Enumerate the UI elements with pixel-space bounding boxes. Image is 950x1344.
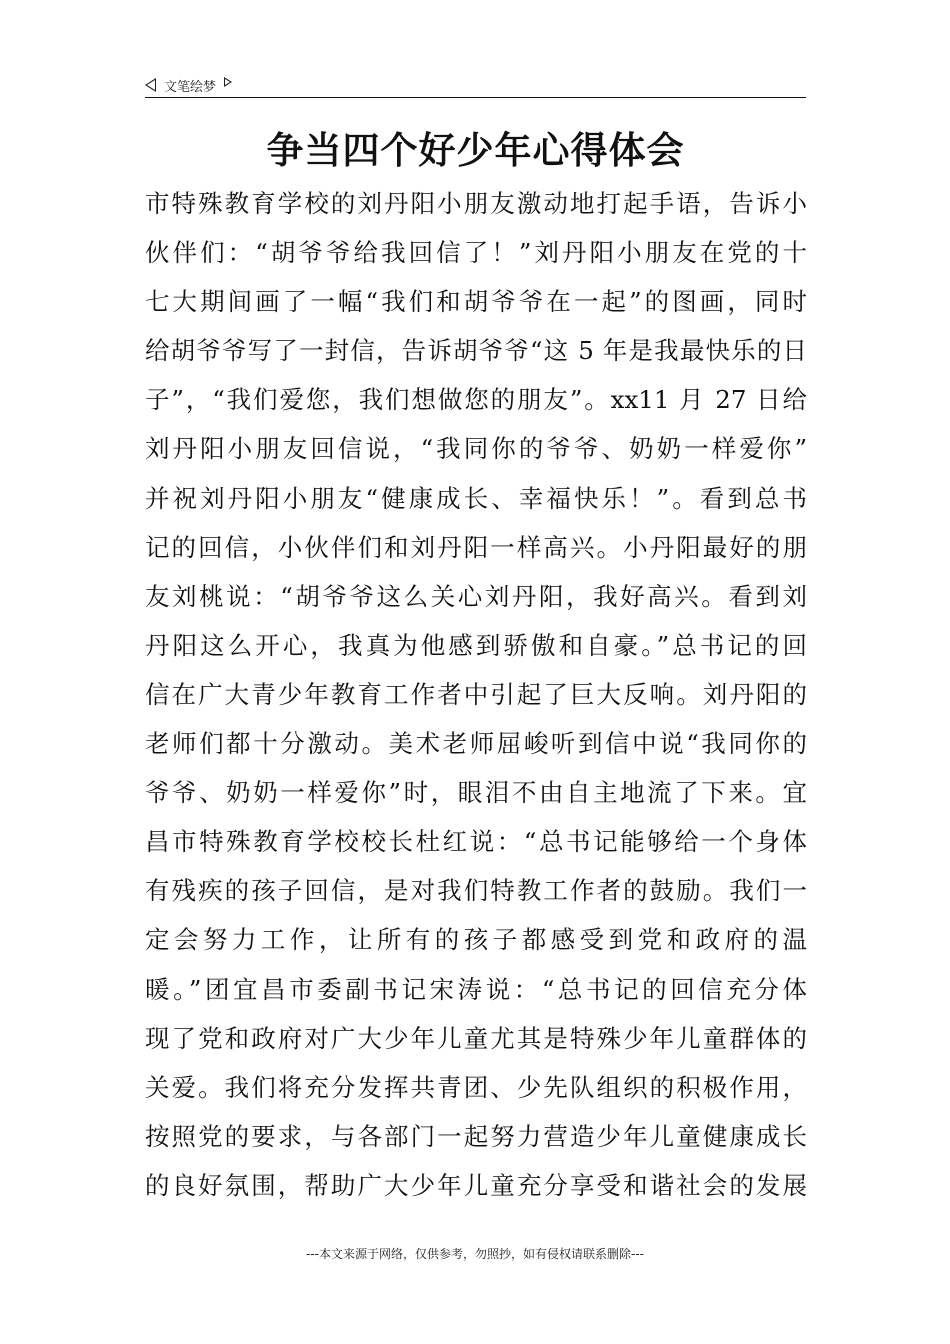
body-line: 现了党和政府对广大少年儿童尤其是特殊少年儿童群体的 — [145, 1023, 807, 1053]
triangle-right-icon — [224, 77, 232, 87]
body-line: 暖。”团宜昌市委副书记宋涛说：“总书记的回信充分体 — [145, 974, 807, 1004]
document-body — [145, 179, 807, 1210]
document-title: 争当四个好少年心得体会 — [266, 129, 685, 172]
body-line: 子”，“我们爱您，我们想做您的朋友”。xx11 月 27 日给 — [145, 385, 807, 415]
header-divider — [145, 97, 806, 98]
body-line: 有残疾的孩子回信，是对我们特教工作者的鼓励。我们一 — [145, 876, 807, 906]
header-brand — [145, 74, 232, 96]
body-line: 并祝刘丹阳小朋友“健康成长、幸福快乐！”。看到总书 — [145, 483, 807, 513]
triangle-left-icon — [145, 78, 156, 92]
body-line: 丹阳这么开心，我真为他感到骄傲和自豪。”总书记的回 — [145, 630, 807, 660]
footer-disclaimer: ---本文来源于网络，仅供参考，勿照抄，如有侵权请联系删除--- — [306, 1247, 644, 1261]
body-line: 爷爷、奶奶一样爱你”时，眼泪不由自主地流了下来。宜 — [145, 778, 807, 808]
body-line: 的良好氛围，帮助广大少年儿童充分享受和谐社会的发展 — [145, 1170, 807, 1200]
header-label: 文笔绘梦 — [164, 79, 217, 95]
body-line: 给胡爷爷写了一封信，告诉胡爷爷“这 5 年是我最快乐的日 — [145, 336, 807, 366]
body-line: 记的回信，小伙伴们和刘丹阳一样高兴。小丹阳最好的朋 — [145, 532, 807, 562]
body-line: 按照党的要求，与各部门一起努力营造少年儿童健康成长 — [145, 1121, 807, 1151]
body-line: 友刘桃说：“胡爷爷这么关心刘丹阳，我好高兴。看到刘 — [145, 581, 807, 611]
body-line: 定会努力工作，让所有的孩子都感受到党和政府的温 — [145, 925, 807, 955]
body-line: 市特殊教育学校的刘丹阳小朋友激动地打起手语，告诉小 — [145, 189, 807, 218]
body-line: 刘丹阳小朋友回信说，“我同你的爷爷、奶奶一样爱你” — [145, 434, 807, 464]
body-line: 七大期间画了一幅“我们和胡爷爷在一起”的图画，同时 — [145, 287, 807, 317]
body-line: 伙伴们：“胡爷爷给我回信了！”刘丹阳小朋友在党的十 — [145, 238, 807, 268]
body-line: 关爱。我们将充分发挥共青团、少先队组织的积极作用， — [145, 1072, 807, 1102]
body-line: 信在广大青少年教育工作者中引起了巨大反响。刘丹阳的 — [145, 679, 807, 709]
body-line: 老师们都十分激动。美术老师屈峻听到信中说“我同你的 — [145, 729, 807, 759]
body-line: 昌市特殊教育学校校长杜红说：“总书记能够给一个身体 — [145, 827, 807, 857]
